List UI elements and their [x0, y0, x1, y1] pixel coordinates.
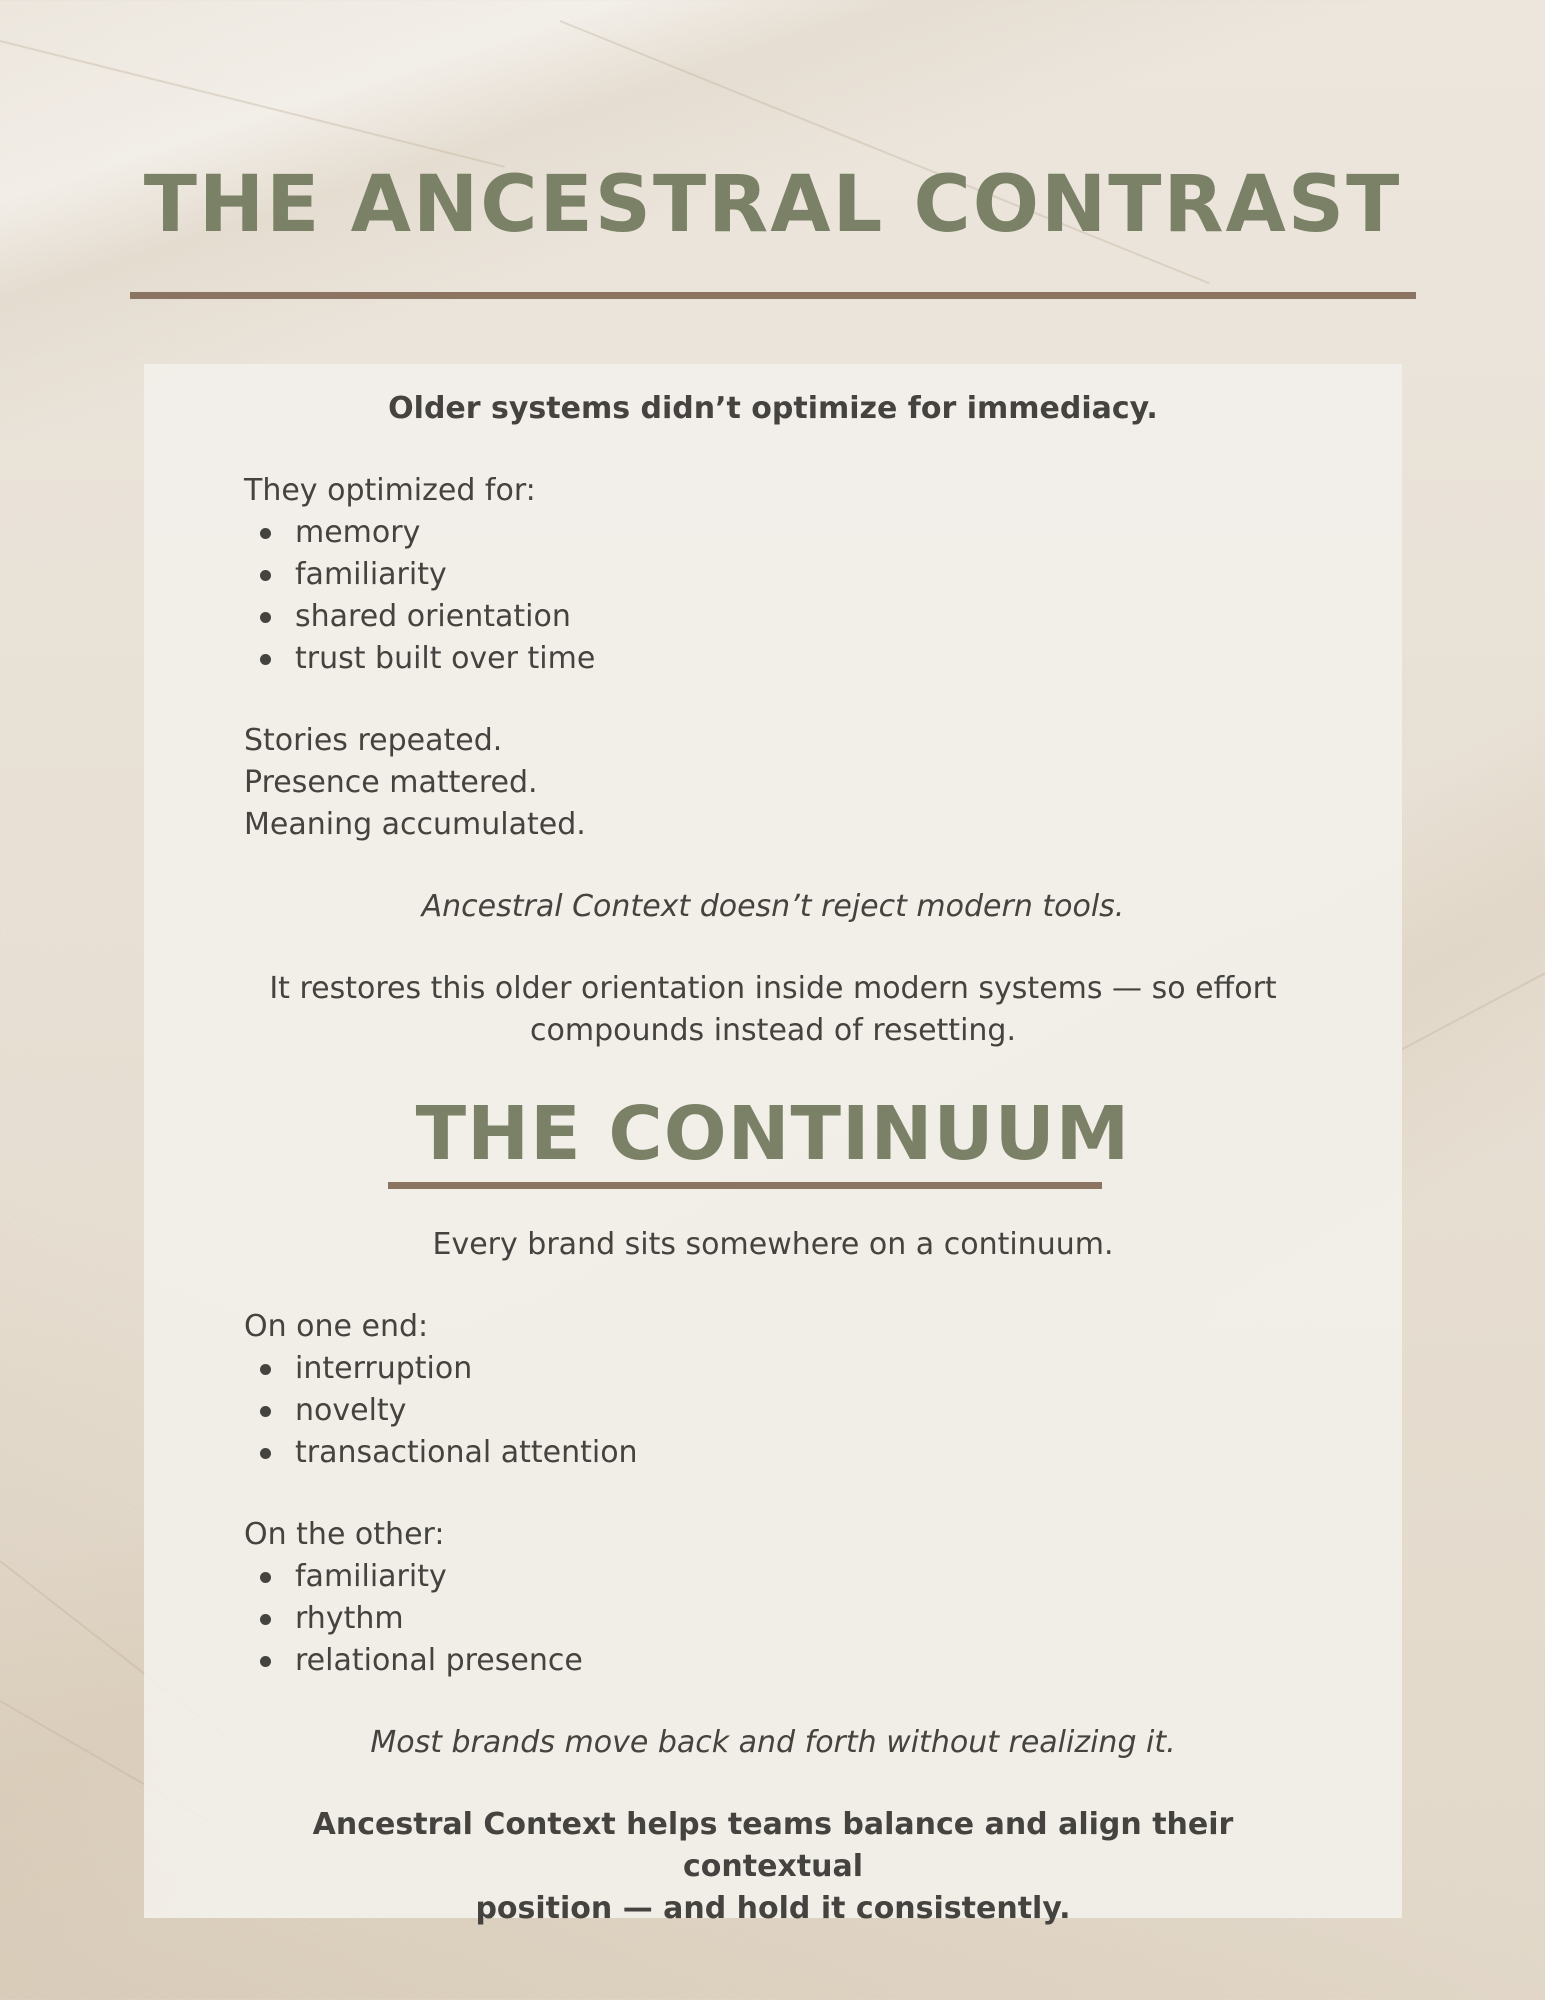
one-end-list	[244, 1348, 1302, 1474]
list-item-label: memory	[295, 515, 421, 550]
bullet-icon	[260, 570, 271, 581]
optimized-intro: They optimized for:	[244, 473, 536, 508]
bullet-icon	[260, 1364, 271, 1375]
bullet-icon	[260, 1406, 271, 1417]
list-item-label: relational presence	[295, 1643, 583, 1678]
continuum-divider	[388, 1182, 1102, 1189]
marble-vein	[1380, 966, 1545, 1062]
continuum-intro: Every brand sits somewhere on a continuum.	[432, 1227, 1114, 1262]
closing-paragraph	[244, 1804, 1302, 1930]
list-item-label: trust built over time	[295, 641, 596, 676]
bullet-icon	[260, 1656, 271, 1667]
bullet-icon	[260, 1614, 271, 1625]
list-item-label: interruption	[295, 1351, 473, 1386]
list-item-label: transactional attention	[295, 1435, 638, 1470]
other-end-block	[244, 1514, 1302, 1682]
one-end-label: On one end:	[244, 1309, 429, 1344]
list-item	[244, 638, 1302, 680]
list-item-label: familiarity	[295, 1559, 447, 1594]
bullet-icon	[260, 528, 271, 539]
continuum-italic-note: Most brands move back and forth without realizing it.	[370, 1725, 1176, 1760]
bullet-icon	[260, 1448, 271, 1459]
restores-line-1: It restores this older orientation inside modern systems — so effort	[269, 971, 1277, 1006]
list-item-label: shared orientation	[295, 599, 571, 634]
list-item-label: rhythm	[295, 1601, 404, 1636]
continuum-title: THE CONTINUUM	[415, 1091, 1131, 1177]
optimized-block	[244, 470, 1302, 680]
list-item-label: novelty	[295, 1393, 407, 1428]
one-end-block	[244, 1306, 1302, 1474]
content-panel	[144, 364, 1402, 1926]
list-item	[244, 1556, 1302, 1598]
restores-line-2: compounds instead of resetting.	[530, 1013, 1016, 1048]
other-end-list	[244, 1556, 1302, 1682]
bullet-icon	[260, 612, 271, 623]
list-item-label: familiarity	[295, 557, 447, 592]
bullet-icon	[260, 654, 271, 665]
other-end-label: On the other:	[244, 1517, 445, 1552]
contrast-italic-note: Ancestral Context doesn’t reject modern tools.	[421, 889, 1125, 924]
list-item	[244, 596, 1302, 638]
list-item	[244, 554, 1302, 596]
list-item	[244, 1348, 1302, 1390]
list-item	[244, 1640, 1302, 1682]
list-item	[244, 1390, 1302, 1432]
list-item	[244, 512, 1302, 554]
list-item	[244, 1598, 1302, 1640]
page-title: THE ANCESTRAL CONTRAST	[143, 160, 1402, 250]
meaning-line: Meaning accumulated.	[244, 807, 586, 842]
bullet-icon	[260, 1572, 271, 1583]
list-item	[244, 1432, 1302, 1474]
restores-paragraph	[244, 968, 1302, 1052]
contrast-lead: Older systems didn’t optimize for immediacy.	[388, 391, 1158, 426]
presence-line: Presence mattered.	[244, 765, 538, 800]
stories-block	[244, 720, 1302, 846]
closing-line-1: Ancestral Context helps teams balance and align their contextual	[312, 1807, 1234, 1884]
stories-line: Stories repeated.	[244, 723, 503, 758]
optimized-list	[244, 512, 1302, 680]
closing-line-2: position — and hold it consistently.	[475, 1891, 1071, 1926]
marble-vein	[0, 40, 505, 168]
title-divider	[130, 292, 1416, 299]
